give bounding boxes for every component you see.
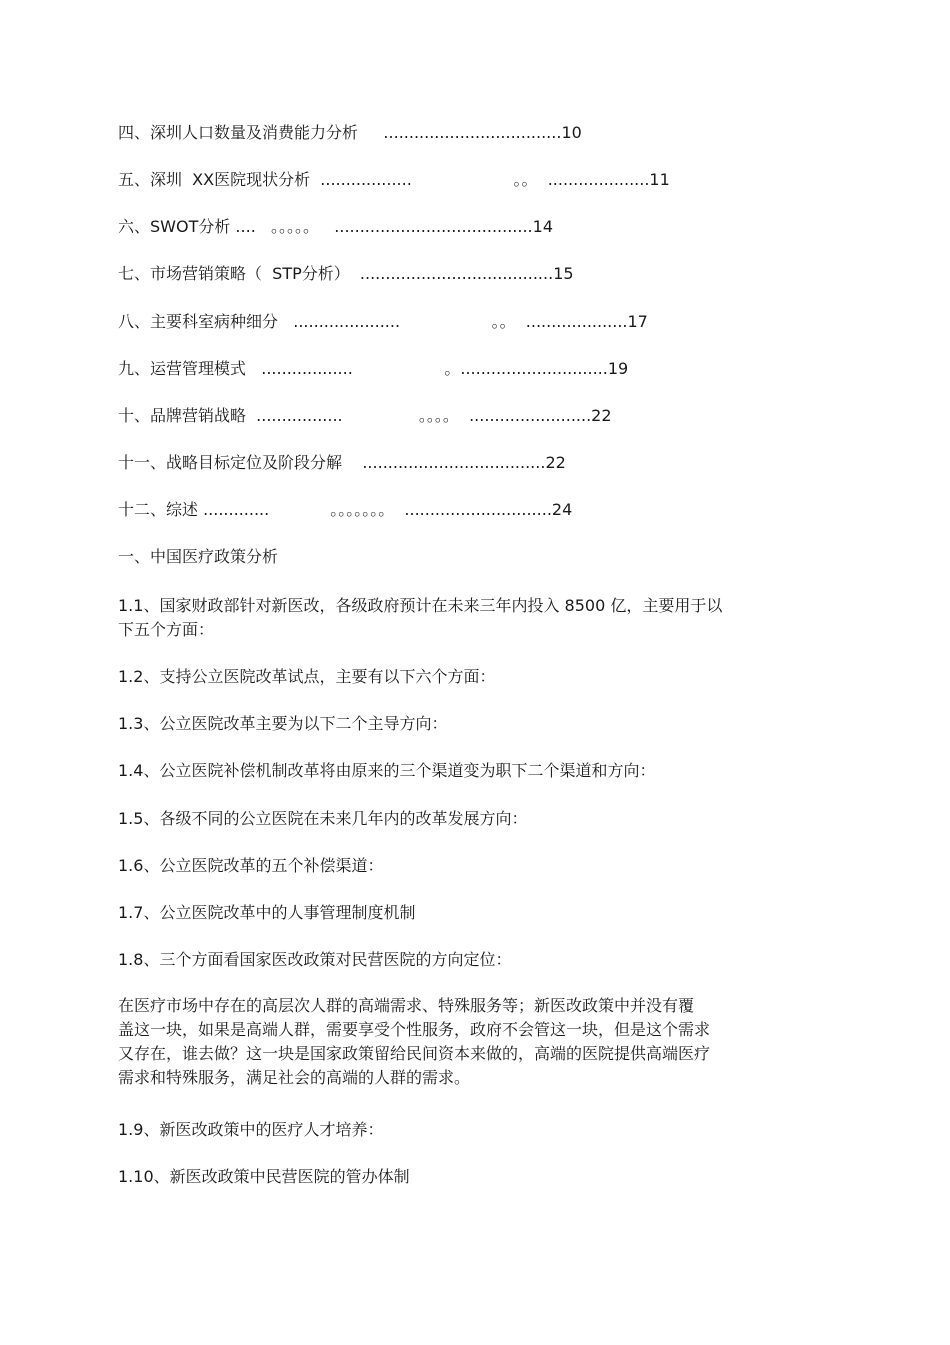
item-1-10: 1.10、新医改政策中民营医院的管办体制: [118, 1167, 410, 1186]
item-1-7: 1.7、公立医院改革中的人事管理制度机制: [118, 903, 416, 922]
toc-line-8[interactable]: 八、主要科室病种细分 ..................... 。。 ....................17: [118, 312, 648, 331]
toc-line-6[interactable]: 六、SWOT分析 .... 。。。。。 .......................................14: [118, 217, 554, 236]
toc-line-12[interactable]: 十二、综述 ............. 。。。。。。。 .............................24: [118, 500, 573, 519]
toc-line-4[interactable]: 四、深圳人口数量及消费能力分析 ...................................10: [118, 123, 582, 142]
toc-line-5[interactable]: 五、深圳 XX医院现状分析 .................. 。。 ....................11: [118, 170, 670, 189]
toc-line-7[interactable]: 七、市场营销策略（ STP分析） ......................................15: [118, 264, 574, 283]
item-1-4: 1.4、公立医院补偿机制改革将由原来的三个渠道变为职下二个渠道和方向：: [118, 761, 656, 780]
toc-line-9[interactable]: 九、运营管理模式 .................. 。.............................19: [118, 359, 629, 378]
toc-line-11[interactable]: 十一、战略目标定位及阶段分解 ....................................22: [118, 453, 566, 472]
item-1-3: 1.3、公立医院改革主要为以下二个主导方向：: [118, 714, 448, 733]
item-1-9: 1.9、新医改政策中的医疗人才培养：: [118, 1120, 384, 1139]
item-1-5: 1.5、各级不同的公立医院在未来几年内的改革发展方向：: [118, 809, 528, 828]
item-1-8: 1.8、三个方面看国家医改政策对民营医院的方向定位：: [118, 950, 512, 969]
item-1-1: 1.1、国家财政部针对新医改，各级政府预计在未来三年内投入 8500 亿，主要用于以 下五个方面：: [118, 596, 723, 639]
item-1-6: 1.6、公立医院改革的五个补偿渠道：: [118, 856, 384, 875]
toc-line-10[interactable]: 十、品牌营销战略 ................. 。。。。 ........................22: [118, 406, 612, 425]
section-title: 一、中国医疗政策分析: [118, 547, 279, 566]
body-paragraph: 在医疗市场中存在的高层次人群的高端需求、特殊服务等；新医改政策中并没有覆 盖这一块，如果是高端人群，需要享受个性服务，政府不会管这一块，但是这个需求 又存在，谁去做？这一块是国家政策留给民间资本来做的，高端的医院提供高端医疗 需求和特殊服务，满足社会的高端的人群的需求。: [118, 996, 711, 1087]
item-1-2: 1.2、支持公立医院改革试点，主要有以下六个方面：: [118, 667, 496, 686]
